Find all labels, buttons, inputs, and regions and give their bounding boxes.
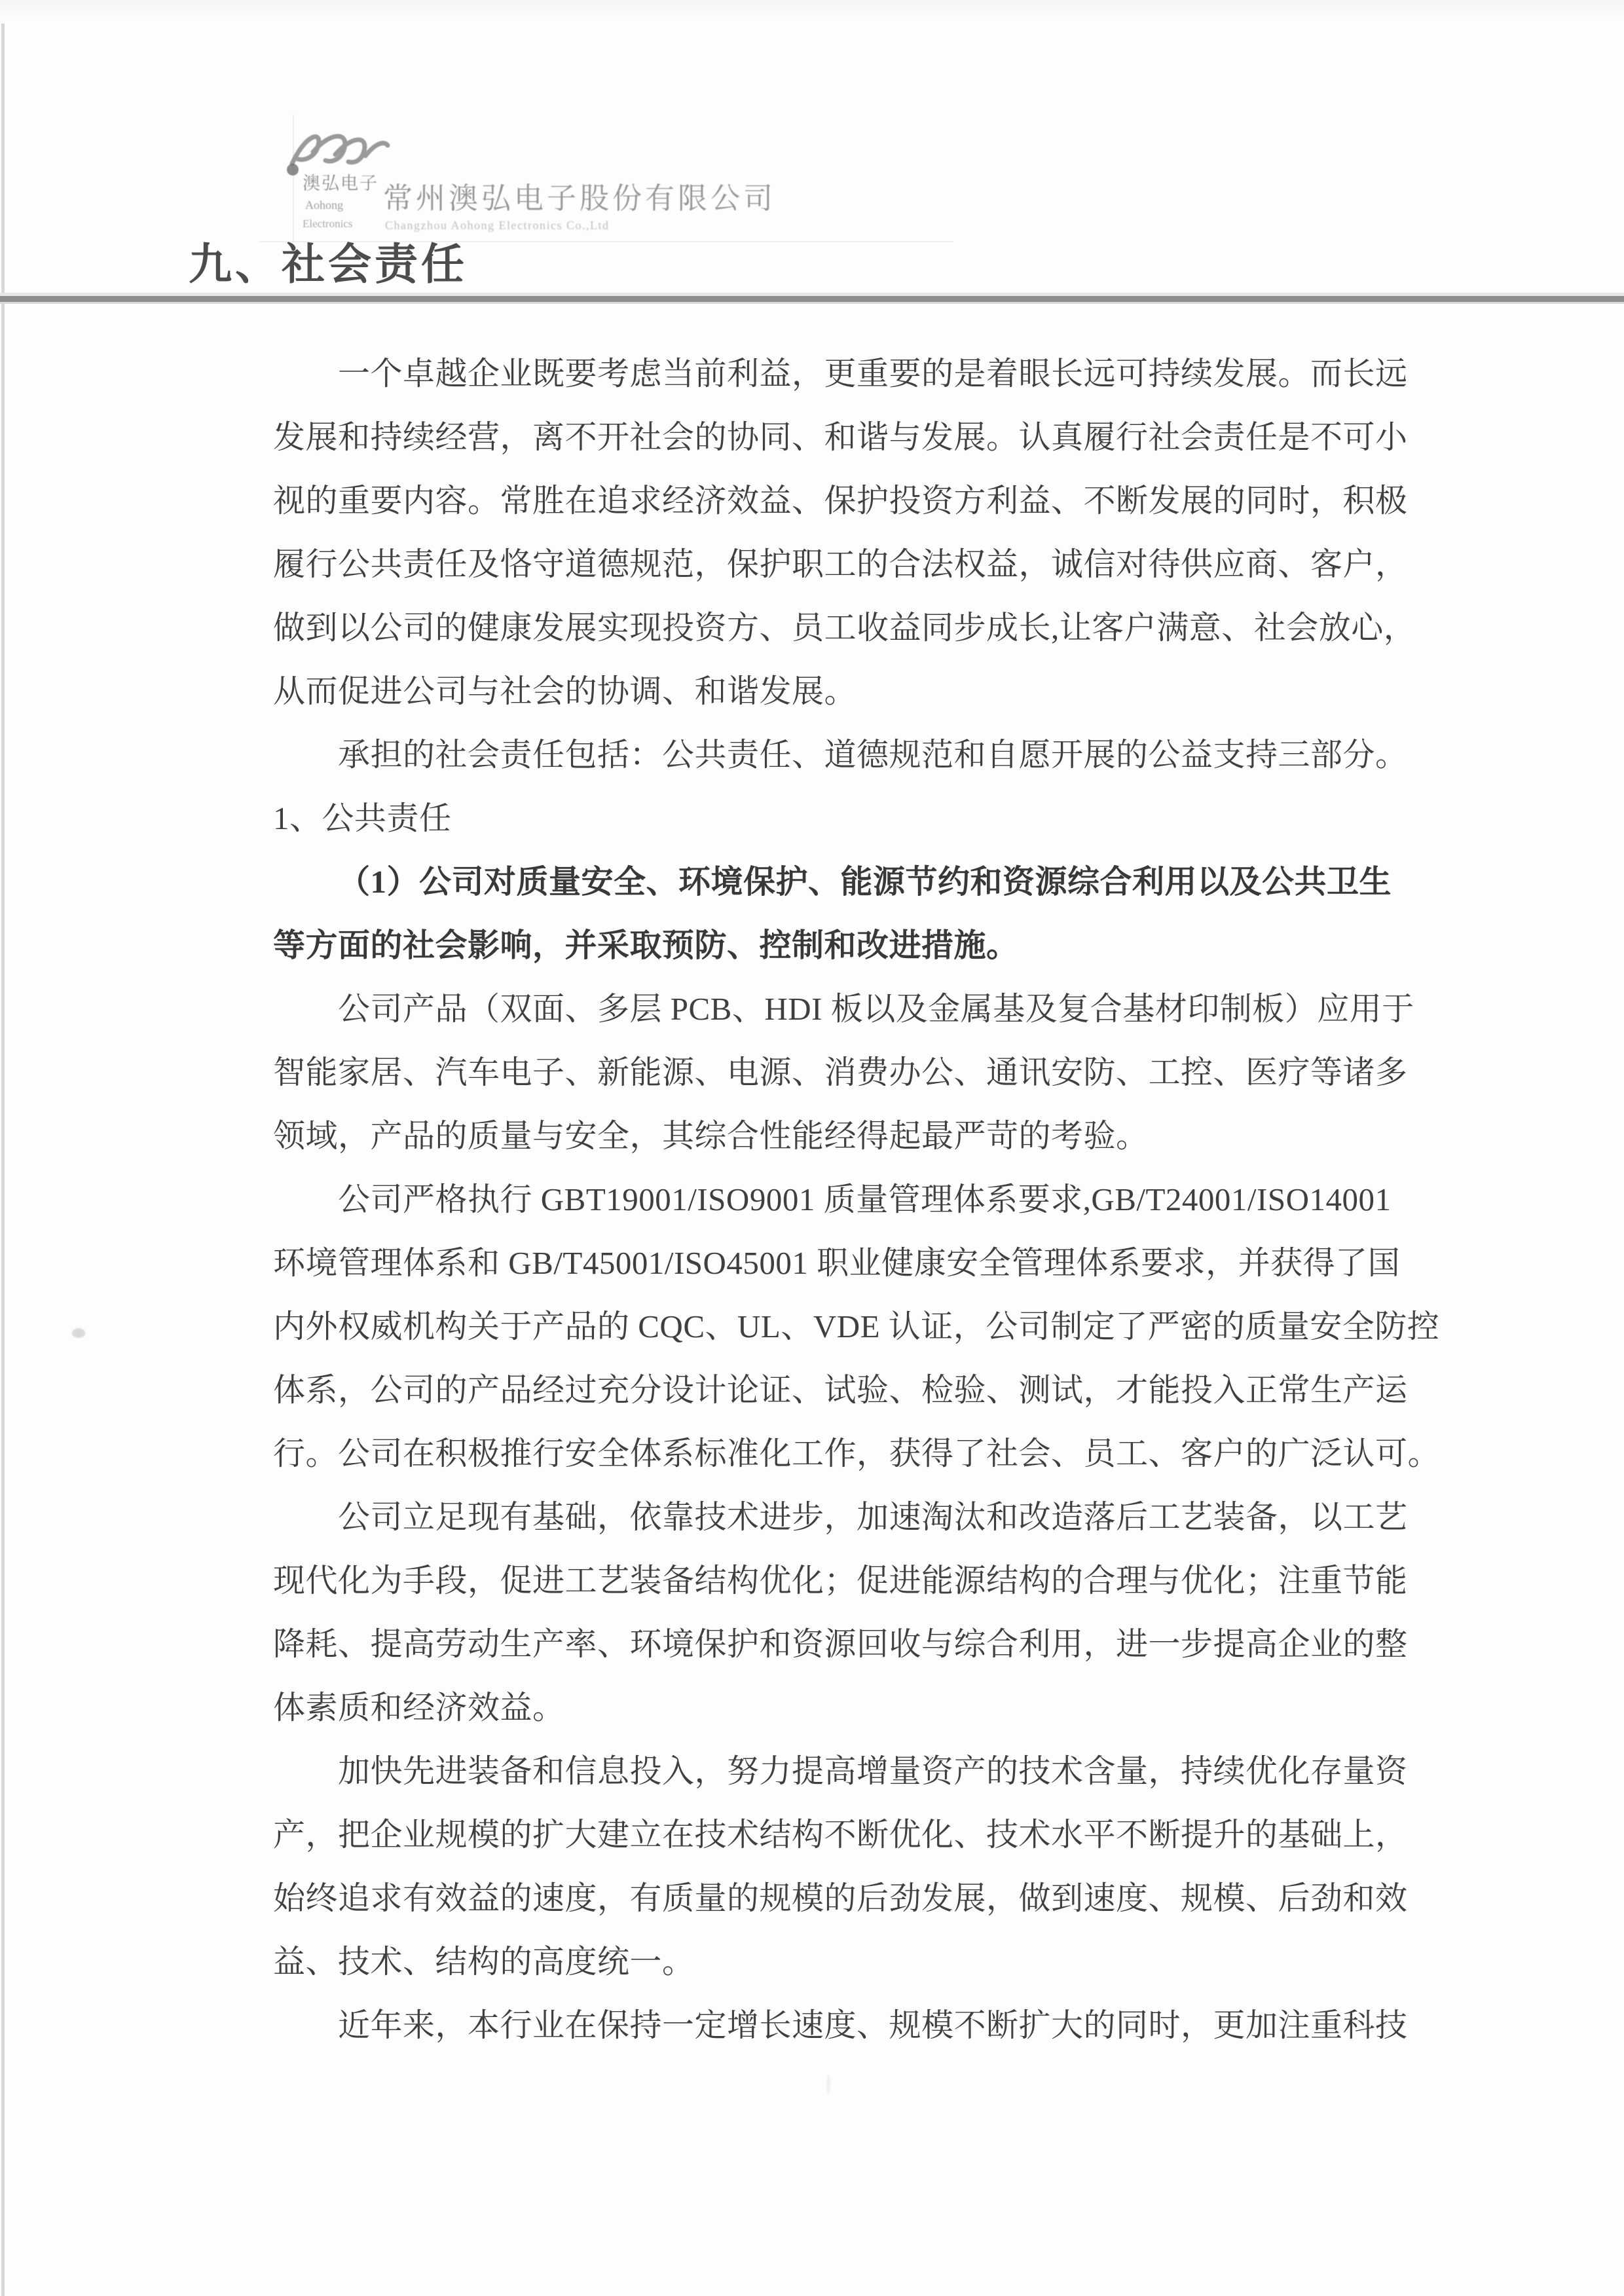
text-line: 承担的社会责任包括：公共责任、道德规范和自愿开展的公益支持三部分。: [338, 737, 1408, 773]
text-line: 体素质和经济效益。: [273, 1690, 565, 1726]
text-line: 现代化为手段，促进工艺装备结构优化；促进能源结构的合理与优化；注重节能: [273, 1563, 1408, 1599]
scan-edge-top: [0, 0, 1624, 22]
text-line: 体系，公司的产品经过充分设计论证、试验、检验、测试，才能投入正常生产运: [273, 1372, 1408, 1408]
text-line: 等方面的社会影响，并采取预防、控制和改进措施。: [273, 927, 1019, 963]
company-name-english: Changzhou Aohong Electronics Co.,Ltd: [385, 219, 610, 232]
scan-speck: [72, 1328, 85, 1338]
text-line: 发展和持续经营，离不开社会的协同、和谐与发展。认真履行社会责任是不可小: [273, 419, 1408, 455]
subsection-heading: 1、公共责任: [273, 800, 452, 836]
text-line: 行。公司在积极推行安全体系标准化工作，获得了社会、员工、客户的广泛认可。: [273, 1435, 1441, 1472]
text-line: 一个卓越企业既要考虑当前利益，更重要的是着眼长远可持续发展。而长远: [338, 356, 1408, 392]
logo-brand-en-line2: Electronics: [303, 217, 353, 230]
text-line: 近年来，本行业在保持一定增长速度、规模不断扩大的同时，更加注重科技: [338, 2007, 1408, 2043]
logo-dot-icon: [287, 164, 299, 176]
section-title: 九、社会责任: [189, 241, 468, 289]
text-line: 益、技术、结构的高度统一。: [273, 1944, 695, 1980]
text-line: 公司产品（双面、多层 PCB、HDI 板以及金属基及复合基材印制板）应用于: [338, 991, 1414, 1027]
scan-speck: [826, 2075, 830, 2094]
logo-brand-cn: 澳弘电子: [303, 174, 378, 193]
text-line: 视的重要内容。常胜在追求经济效益、保护投资方利益、不断发展的同时，积极: [273, 483, 1408, 519]
text-line: 始终追求有效益的速度，有质量的规模的后劲发展，做到速度、规模、后劲和效: [273, 1880, 1408, 1916]
body-text: [273, 342, 1441, 2057]
text-line: （1）公司对质量安全、环境保护、能源节约和资源综合利用以及公共卫生: [338, 864, 1392, 900]
text-line: 从而促进公司与社会的协调、和谐发展。: [273, 673, 857, 709]
text-line: 产，把企业规模的扩大建立在技术结构不断优化、技术水平不断提升的基础上，: [273, 1817, 1408, 1853]
text-line: 做到以公司的健康发展实现投资方、员工收益同步成长,让客户满意、社会放心，: [273, 610, 1416, 646]
text-line: 领域，产品的质量与安全，其综合性能经得起最严苛的考验。: [273, 1118, 1149, 1154]
scan-edge-left: [1, 24, 5, 2296]
text-line: 加快先进装备和信息投入，努力提高增量资产的技术含量，持续优化存量资: [338, 1753, 1408, 1789]
text-line: 降耗、提高劳动生产率、环境保护和资源回收与综合利用，进一步提高企业的整: [273, 1626, 1408, 1662]
company-name: 常州澳弘电子股份有限公司: [383, 182, 777, 215]
header-rule: [0, 293, 1624, 304]
text-line: 公司严格执行 GBT19001/ISO9001 质量管理体系要求,GB/T24001/ISO14001: [338, 1181, 1392, 1217]
text-line: 内外权威机构关于产品的 CQC、UL、VDE 认证，公司制定了严密的质量安全防控: [273, 1308, 1440, 1344]
text-line: 智能家居、汽车电子、新能源、电源、消费办公、通讯安防、工控、医疗等诸多: [273, 1054, 1408, 1090]
text-line: 环境管理体系和 GB/T45001/ISO45001 职业健康安全管理体系要求，并获得了国: [273, 1245, 1401, 1281]
text-line: 履行公共责任及恪守道德规范，保护职工的合法权益，诚信对待供应商、客户，: [273, 546, 1408, 582]
text-line: 公司立足现有基础，依靠技术进步，加速淘汰和改造落后工艺装备，以工艺: [338, 1499, 1408, 1535]
logo-brand-en-line1: Aohong: [305, 198, 343, 212]
